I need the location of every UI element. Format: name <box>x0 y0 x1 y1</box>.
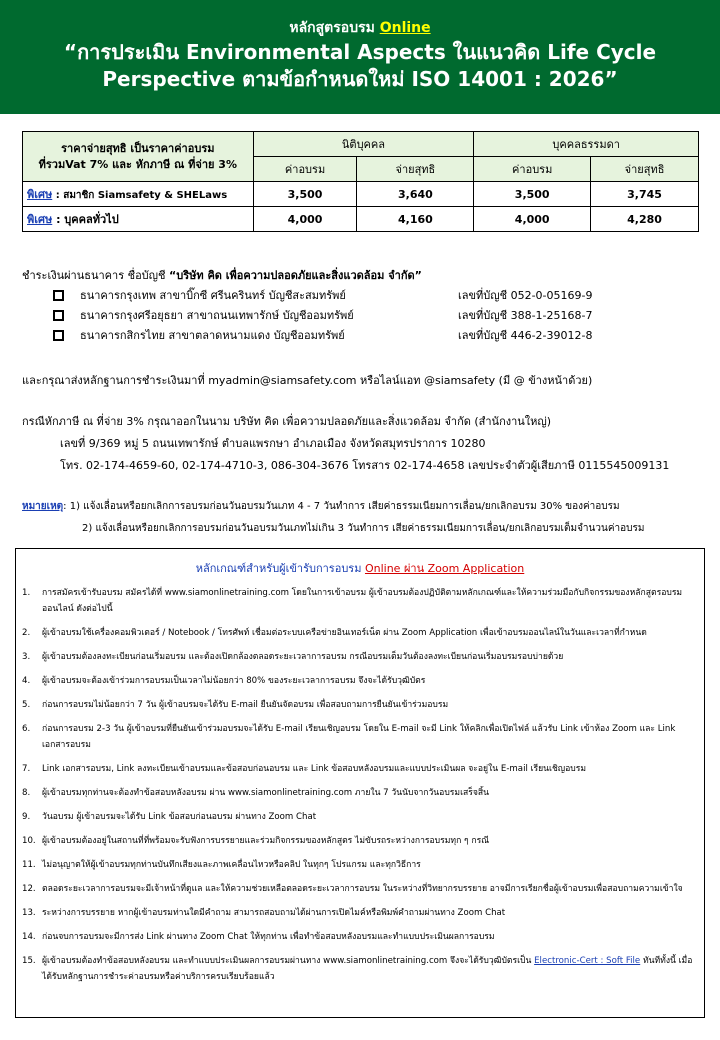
group-individual-header: บุคคลธรรมดา <box>474 132 699 157</box>
notes-section: หมายเหตุ: 1) แจ้งเลื่อนหรือยกเลิกการอบรมก่อนวันอบรมวันเภท 4 - 7 วันทำการ เสียค่าธรรมเนียมการเลื่อน/ยกเลิกอบรม 30% ของค่าอบรม 2) แจ้งเลื่อนหรือยกเลิกการอบรมก่อนวันอบรมวันเภทไม่เกิน 3 วันทำการ เสียค่าธรรมเนียมการเลื่อน/ยกเลิกอบรมเต็มจำนวนค่าอบรม <box>22 501 645 534</box>
list-item: 6. ก่อนการอบรม 2-3 วัน ผู้เข้าอบรมที่ยืนยันเข้าร่วมอบรมจะได้รับ E-mail เรียนเชิญอบรม โดยใน E-mail จะมี Link ให้คลิกเพื่อเปิดไฟล์ แล้วรับ Link เข้าห้อง Zoom และ Link เอกสารอบรม <box>22 724 676 750</box>
payment-intro: ชำระเงินผ่านธนาคาร ชื่อบัญชี “บริษัท คิด เพื่อความปลอดภัยและสิ่งแวดล้อม จำกัด” <box>22 269 422 282</box>
corp-net-cell: 4,160 <box>357 207 474 232</box>
list-item: 1. การสมัครเข้ารับอบรม สมัครได้ที่ www.siamonlinetraining.com โดยในการเข้าอบรม ผู้เข้าอบรมต้องปฏิบัติตามหลักเกณฑ์และให้ความร่วมมือกับกิจกรรมของหลักสูตรอบรมออนไลน์ ดังต่อไปนี้ <box>22 588 683 614</box>
list-item: 7. Link เอกสารอบรม, Link ลงทะเบียนเข้าอบรมและข้อสอบก่อนอบรม และ Link ข้อสอบหลังอบรมและแบบประเมินผล จะอยู่ใน E-mail เรียนเชิญอบรม <box>22 764 587 774</box>
course-header-banner <box>0 0 720 114</box>
kicker-prefix: หลักสูตรอบรม <box>289 20 375 36</box>
rules-title: หลักเกณฑ์สำหรับผู้เข้ารับการอบรม Online ผ่าน Zoom Application <box>195 562 525 575</box>
course-title: “การประเมิน Environmental Aspects ในแนวคิด Life Cycle Perspective ตามข้อกำหนดใหม่ ISO 14001 : 2026” <box>63 40 657 91</box>
rules-list <box>16 585 704 985</box>
checkbox-icon <box>53 310 64 321</box>
corp-fee-header: ค่าอบรม <box>253 157 357 182</box>
corp-fee-cell: 3,500 <box>253 182 357 207</box>
list-item: 5. ก่อนการอบรมไม่น้อยกว่า 7 วัน ผู้เข้าอบรมจะได้รับ E-mail ยืนยันจัดอบรม เพื่อสอบถามการยืนยันเข้าร่วมอบรม <box>22 700 449 710</box>
list-item: 15. ผู้เข้าอบรมต้องทำข้อสอบหลังอบรม และทำแบบประเมินผลการอบรมผ่านทาง www.siamonlinetraining.com จึงจะได้รับวุฒิบัตรเป็น Electronic-Cert : Soft File ทันทีทั้งนี้ เมื่อได้รับหลักฐานการชำระค่าอบรมหรือค่าบริการครบเรียบร้อยแล้ว <box>22 956 693 982</box>
ind-fee-cell: 4,000 <box>474 207 591 232</box>
payment-section <box>22 266 702 346</box>
row-label: พิเศษ : สมาชิก Siamsafety & SHELaws <box>23 182 254 207</box>
ind-net-cell: 4,280 <box>591 207 699 232</box>
checkbox-icon <box>53 290 64 301</box>
notes-label: หมายเหตุ <box>22 501 64 512</box>
group-corporate-header: นิติบุคคล <box>253 132 474 157</box>
list-item: 11. ไม่อนุญาตให้ผู้เข้าอบรมทุกท่านบันทึกเสียงและภาพเคลื่อนไหวหรือคลิป ในทุกๆ โปรแกรม และทุกวิธีการ <box>22 860 421 870</box>
list-item: 3. ผู้เข้าอบรมต้องลงทะเบียนก่อนเริ่มอบรม และต้องเปิดกล้องตลอดระยะเวลาการอบรม กรณีอบรมเต็มวันต้องลงทะเบียนก่อนเริ่มอบรมรอบบ่ายด้วย <box>22 652 564 662</box>
bank-item: ธนาคารกสิกรไทย สาขาตลาดหนามแดง บัญชีออมทรัพย์ เลขที่บัญชี 446-2-39012-8 <box>22 326 702 346</box>
checkbox-icon <box>53 330 64 341</box>
list-item: 8. ผู้เข้าอบรมทุกท่านจะต้องทำข้อสอบหลังอบรม ผ่าน www.siamonlinetraining.com ภายใน 7 วันนับจากวันอบรมเสร็จสิ้น <box>22 788 490 798</box>
price-description: ราคาจ่ายสุทธิ เป็นราคาค่าอบรม ที่รวมVat 7% และ หักภาษี ณ ที่จ่าย 3% <box>23 132 254 182</box>
table-row <box>23 207 699 232</box>
rules-box <box>15 548 705 1018</box>
payment-proof-note: และกรุณาส่งหลักฐานการชำระเงินมาที่ myadmin@siamsafety.com หรือไลน์แอท @siamsafety (มี @ ข้างหน้าด้วย) <box>22 374 593 387</box>
list-item: 12. ตลอดระยะเวลาการอบรมจะมีเจ้าหน้าที่ดูแล และให้ความช่วยเหลือตลอดระยะเวลาการอบรม ในระหว่างที่วิทยากรบรรยาย อาจมีการเรียกชื่อผู้เข้าอบรมเพื่อสอบถามความเข้าใจ <box>22 884 683 894</box>
tax-info: กรณีหักภาษี ณ ที่จ่าย 3% กรุณาออกในนาม บริษัท คิด เพื่อความปลอดภัยและสิ่งแวดล้อม จำกัด (สำนักงานใหญ่) เลขที่ 9/369 หมู่ 5 ถนนเทพารักษ์ ตำบลแพรกษา อำเภอเมือง จังหวัดสมุทรปราการ 10280 โทร. 02-174-4659-60, 02-174-4710-3, 086-304-3676 โทรสาร 02-174-4658 เลขประจำตัวผู้เสียภาษี 0115545009131 <box>22 415 670 472</box>
course-kicker <box>0 19 720 37</box>
list-item: 13. ระหว่างการบรรยาย หากผู้เข้าอบรมท่านใดมีคำถาม สามารถสอบถามได้ผ่านการเปิดไมค์หรือพิมพ์คำถามผ่านทาง Zoom Chat <box>22 908 506 918</box>
account-name: “บริษัท คิด เพื่อความปลอดภัยและสิ่งแวดล้อม จำกัด” <box>169 269 422 282</box>
table-row <box>23 182 699 207</box>
row-label: พิเศษ : บุคคลทั่วไป <box>23 207 254 232</box>
bank-item: ธนาคารกรุงศรีอยุธยา สาขาถนนเทพารักษ์ บัญชีออมทรัพย์ เลขที่บัญชี 388-1-25168-7 <box>22 306 702 326</box>
price-table <box>22 131 699 232</box>
list-item: 9. วันอบรม ผู้เข้าอบรมจะได้รับ Link ข้อสอบก่อนอบรม ผ่านทาง Zoom Chat <box>22 812 317 822</box>
ecert-link[interactable]: Electronic-Cert : Soft File <box>534 956 641 966</box>
bank-item: ธนาคารกรุงเทพ สาขาบิ๊กซี ศรีนครินทร์ บัญชีสะสมทรัพย์ เลขที่บัญชี 052-0-05169-9 <box>22 286 702 306</box>
corp-net-header: จ่ายสุทธิ <box>357 157 474 182</box>
list-item: 2. ผู้เข้าอบรมใช้เครื่องคอมพิวเตอร์ / Notebook / โทรศัพท์ เชื่อมต่อระบบเครือข่ายอินเทอร์เน็ต ผ่าน Zoom Application เพื่อเข้าอบรมออนไลน์ในวันและเวลาที่กำหนด <box>22 628 647 638</box>
list-item: 14. ก่อนจบการอบรมจะมีการส่ง Link ผ่านทาง Zoom Chat ให้ทุกท่าน เพื่อทำข้อสอบหลังอบรมและทำแบบประเมินผลการอบรม <box>22 932 495 942</box>
list-item: 10. ผู้เข้าอบรมต้องอยู่ในสถานที่ที่พร้อมจะรับฟังการบรรยายและร่วมกิจกรรมของหลักสูตร ไม่ขับรถระหว่างการอบรมทุก ๆ กรณี <box>22 836 490 846</box>
ind-fee-header: ค่าอบรม <box>474 157 591 182</box>
corp-fee-cell: 4,000 <box>253 207 357 232</box>
corp-net-cell: 3,640 <box>357 182 474 207</box>
list-item: 4. ผู้เข้าอบรมจะต้องเข้าร่วมการอบรมเป็นเวลาไม่น้อยกว่า 80% ของระยะเวลาการอบรม จึงจะได้รับวุฒิบัตร <box>22 676 426 686</box>
online-label: Online <box>379 20 431 36</box>
ind-net-cell: 3,745 <box>591 182 699 207</box>
ind-fee-cell: 3,500 <box>474 182 591 207</box>
ind-net-header: จ่ายสุทธิ <box>591 157 699 182</box>
